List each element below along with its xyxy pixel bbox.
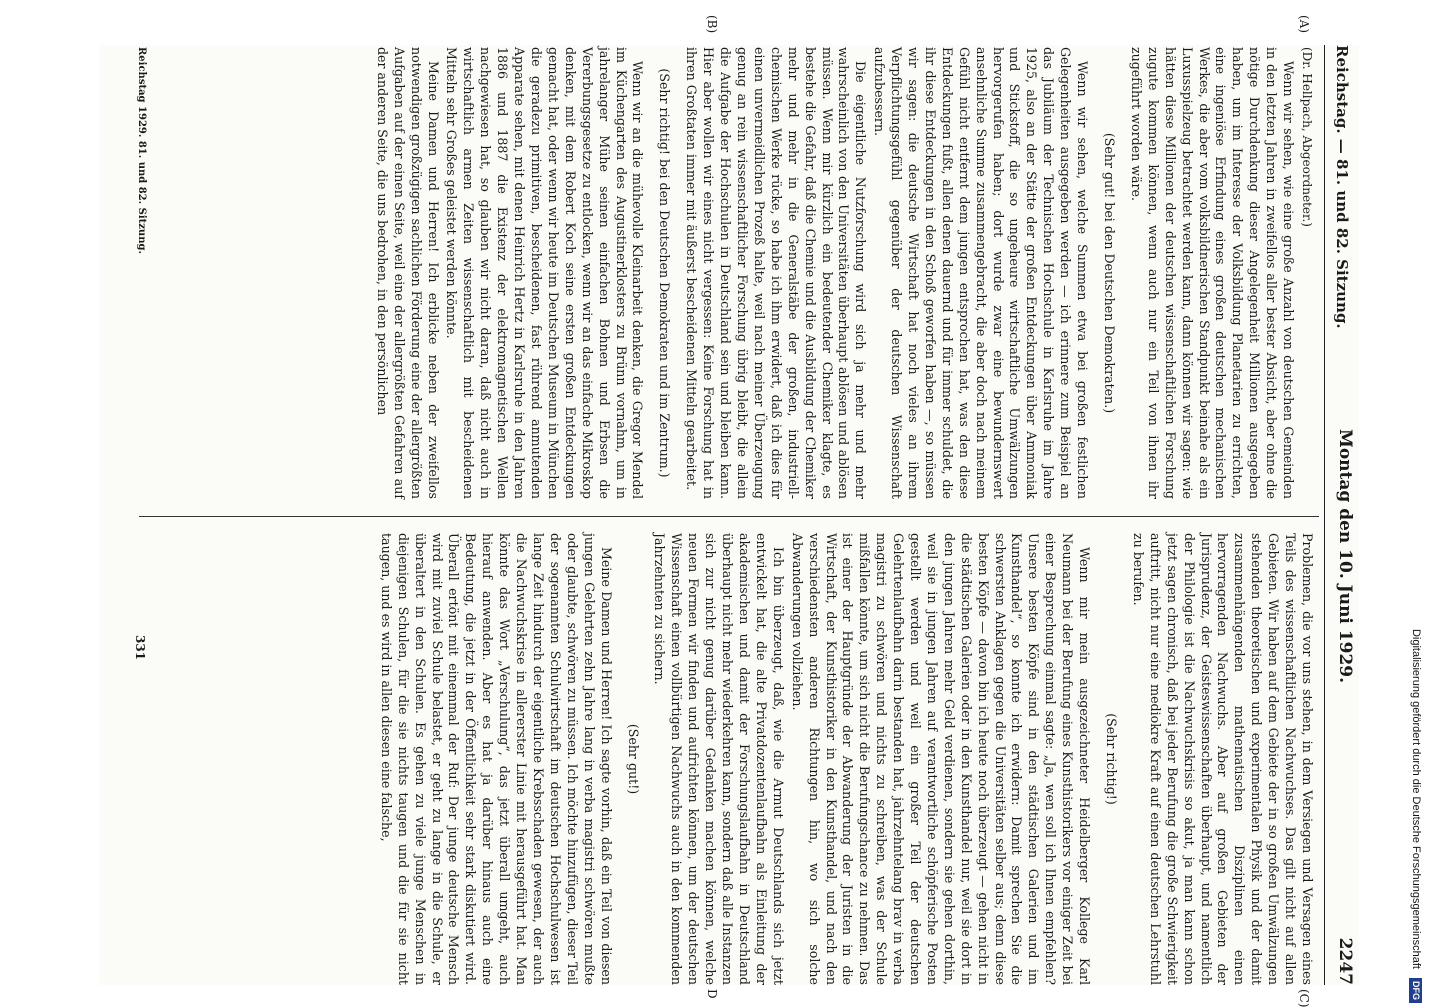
paragraph: Wenn wir an die mühevolle Kleinarbeit denken, die Gregor Mendel im Küchengarten des Augustinerklosters zu Brünn vornahm, um in jahrelanger Mühe seinen einfachen Bohnen und Erbsen die Vererbungsgesetze zu entlocken, wenn wir an das einfache Mikroskop denken, mit dem Robert Koch seine ersten großen Entdeckungen gemacht hat, oder wenn wir heute im Deutschen Museum in München die geradezu primitiven, bescheidenen, fast rührend anmutenden Apparate sehen, mit denen Heinrich Hertz in Karlsruhe in den Jahren 1886 und 1887 die Existenz der elektromagnetischen Wellen nachgewiesen hat, so glauben wir nicht daran, daß nicht auch in wirtschaftlich armen Zeiten wissenschaftlich mit bescheidenen Mitteln sehr Großes geleistet werden könnte. xyxy=(444,47,646,499)
column-divider xyxy=(139,516,1319,517)
sheet-number: 331 xyxy=(133,635,147,661)
document-page xyxy=(99,15,1359,1008)
left-column xyxy=(371,47,1315,499)
footer-note: Reichstag 1929. 81. und 82. Sitzung. xyxy=(136,47,147,254)
header-session: Reichstag. — 81. und 82. Sitzung. xyxy=(1333,45,1351,329)
speaker-line: (Dr. Hellpach, Abgeordneter.) xyxy=(1300,47,1314,227)
page-number: 2247 xyxy=(1335,937,1355,985)
paragraph: Die eigentliche Nutzforschung wird sich ja mehr und mehr wahrscheinlich von den Universitäten überhaupt ablösen und ablösen müssen. Wenn mir kürzlich ein bedeutender Chemiker klagte, es bestehe die Gefahr, daß die Chemie und die Ausbildung der Chemiker mehr und mehr in die Generalstäbe der großen, industriell-chemischen Werke rücke, so habe ich ihm erwidert, daß ich dies für einen unvermeidlichen Prozeß halte, weil nach meiner Überzeugung genug an rein wissenschaftlicher Forschung übrig bleibt, die allein die Aufgabe der Hochschulen in Deutschland sein und bleiben kann. Hier aber wollen wir eines nicht vergessen: Keine Forschung hat in ihren Großtaten immer mit äußerst bescheidenen Mitteln gearbeitet. xyxy=(684,47,869,499)
header-rule xyxy=(1324,45,1325,985)
paragraph: Ich bin überzeugt, daß, wie die Armut Deutschlands sich jetzt entwickelt hat, die alte Privatdozentenlaufbahn als Einleitung der akademischen und damit der Forschungslaufbahn in Deutschland überhaupt nicht mehr wiederkehren kann, sondern daß alle Instanzen sich zur nicht genug darüber Gedanken machen können, welche neuen Formen wir finden und aufrichten können, um der deutschen Wissenschaft einen vollbürtigen Nachwuchs auch in den kommenden Jahrzehnten zu sichern. xyxy=(652,533,786,985)
marginal-d: D xyxy=(705,989,719,999)
header-date: Montag den 10. Juni 1929. xyxy=(1335,429,1355,684)
paragraph: Problemen, die vor uns stehen, in dem Versiegen und Versagen eines Teils des wissenschaftlichen Nachwuchses. Das gilt nicht auf allen Gebieten. Wir haben auf dem Gebiete der in so großen Umwälzungen stehenden theoretischen und experimentalen Physik und der damit zusammenhängenden mathematischen Disziplinen einen hervorragenden Nachwuchs. Aber auf großen Gebieten der Jurisprudenz, der Geisteswissenschaften überhaupt, und namentlich der Philologie ist die Nachwuchskrisis so akut, ja man kann schon jetzt sagen chronisch, daß bei jeder Berufung die große Schwierigkeit auftritt, nicht nur eine mediokre Kraft auf einen deutschen Lehrstuhl zu berufen. xyxy=(1130,533,1315,985)
paragraph: Wenn mir mein ausgezeichneter Heidelberger Kollege Karl Neumann bei der Berufung eines Kunsthistorikers vor einiger Zeit bei einer Besprechung einmal sagte: „Ja, wen soll ich Ihnen empfehlen? Unsere besten Köpfe sind in den städtischen Galerien und im Kunsthandel“, so konnte ich erwidern: Damit sprechen Sie die schwersten Anklagen gegen die Universitäten selber aus; denn diese besten Köpfe — davon bin ich heute noch überzeugt — gehen nicht in die städtischen Galerien oder in den Kunsthandel nur, weil sie dort in den jungen Jahren mehr Geld verdienen, sondern sie gehen dorthin, weil sie in jungen Jahren auf verantwortliche schöpferische Posten gestellt werden und weil ein großer Teil der deutschen Gelehrtenlaufbahn darin bestanden hat, jahrzehntelang brav in verba magistri zu schwören und nichts zu schreiben, was der Schule mißfallen könnte, um sich nicht die Berufungschance zu nehmen. Das ist einer der Hauptgründe der Abwanderung der Juristen in die Wirtschaft, der Kunsthistoriker in den Kunsthandel, und nach den verschiedensten anderen Richtungen hin, wo sich solche Abwanderungen vollziehen. xyxy=(789,533,1093,985)
dfg-logo: DFG xyxy=(1409,978,1422,1003)
interjection: (Sehr richtig! bei den Deutschen Demokraten und im Zentrum.) xyxy=(657,68,673,478)
marginal-a: (A) xyxy=(1297,15,1311,34)
marginal-c: (C) xyxy=(1297,989,1311,1008)
paragraph: Meine Damen und Herren! Ich erblicke neben der zweifellos notwendigen großzügigen sachlichen Förderung eine der allergrößten Aufgaben auf der einen Seite, weil eine der allergrößten Gefahren auf der anderen Seite, die uns bedrohen, in den persönlichen xyxy=(374,47,441,499)
dfg-banner-text: Digitalisierung gefördert durch die Deutsche Forschungsgemeinschaft xyxy=(1410,628,1422,969)
paragraph: Meine Damen und Herren! Ich sagte vorhin, daß ein Teil von diesen jungen Gelehrten zehn Jahre lang in verba magistri schwören mußte oder glaubte, schwören zu müssen. Ich möchte hinzufügen, dieser Teil der sogenannten Schulwirtschaft im deutschen Hochschulwesen ist lange Zeit hindurch der eigentliche Krebsschaden gewesen, der auch die Nachwuchskrise in allererster Linie mit herausgeführt hat. Man könnte das Wort „Verschulung“, das jetzt überall umgeht, auch hierauf anwenden. Aber es hat ja darüber hinaus auch eine Bedeutung, die jetzt in der Öffentlichkeit sehr stark diskutiert wird. Überall ertönt mit einemmal der Ruf: Der junge deutsche Mensch wird mit zuviel Schule belastet, er geht zu lange in die Schule, er überaltert in den Schulen. Es gehen zu viele junge Menschen in diejenigen Schulen, für die sie nichts taugen und die für sie nicht taugen, und es wird in allen diesen eine falsche, xyxy=(378,533,614,985)
page-header xyxy=(1325,45,1359,985)
interjection: (Sehr gut!) xyxy=(625,723,641,795)
marginal-b: (B) xyxy=(705,15,719,34)
right-column xyxy=(375,533,1315,985)
interjection: (Sehr richtig!) xyxy=(1104,713,1120,805)
paragraph: Wenn wir sehen, welche Summen etwa bei großen festlichen Gelegenheiten ausgegeben werden — ich erinnere zum Beispiel an das Jubiläum der Technischen Hochschule in Karlsruhe im Jahre 1925, also an der Stätte der großen Entdeckungen über Ammoniak und Stickstoff, die so ungeheure wirtschaftliche Umwälzungen hervorgerufen haben; dort wurde zwar eine bewundernswert ansehnliche Summe zusammengebracht, die aber doch nach meinem Gefühl nicht entfernt dem jungen entsprochen hat, was den diese Entdeckungen fußt, allen denen dauernd und für immer schuldet, die ihr diese Entdeckungen in den Schoß geworfen haben —, so müssen wir sagen: die deutsche Wirtschaft hat noch vieles an ihrem Verpflichtungsgefühl gegenüber der deutschen Wissenschaft aufzubessern. xyxy=(872,47,1091,499)
dfg-banner xyxy=(1405,8,1427,1003)
paragraph: Wenn wir sehen, wie eine große Anzahl von deutschen Gemeinden in den letzten Jahren in zweifellos aller bester Absicht, aber ohne die nötige Durchdenkung dieser Angelegenheit Millionen ausgegeben haben, um im Interesse der Volksbildung Planetarien zu errichten, eine ingeniöse Erfindung eines großen deutschen mechanischen Werkes, die aber vom volksbildnerischen Standpunkt beinahe als ein Luxusspielzeug betrachtet werden kann, dann können wir sagen: wie hätten diese Millionen der deutschen wissenschaftlichen Forschung zugute kommen können, wenn auch nur ein Teil von ihnen ihr zugeführt worden wäre. xyxy=(1128,47,1297,499)
interjection: (Sehr gut! bei den Deutschen Demokraten.) xyxy=(1102,132,1118,414)
dfg-banner-strip xyxy=(1405,8,1427,1003)
